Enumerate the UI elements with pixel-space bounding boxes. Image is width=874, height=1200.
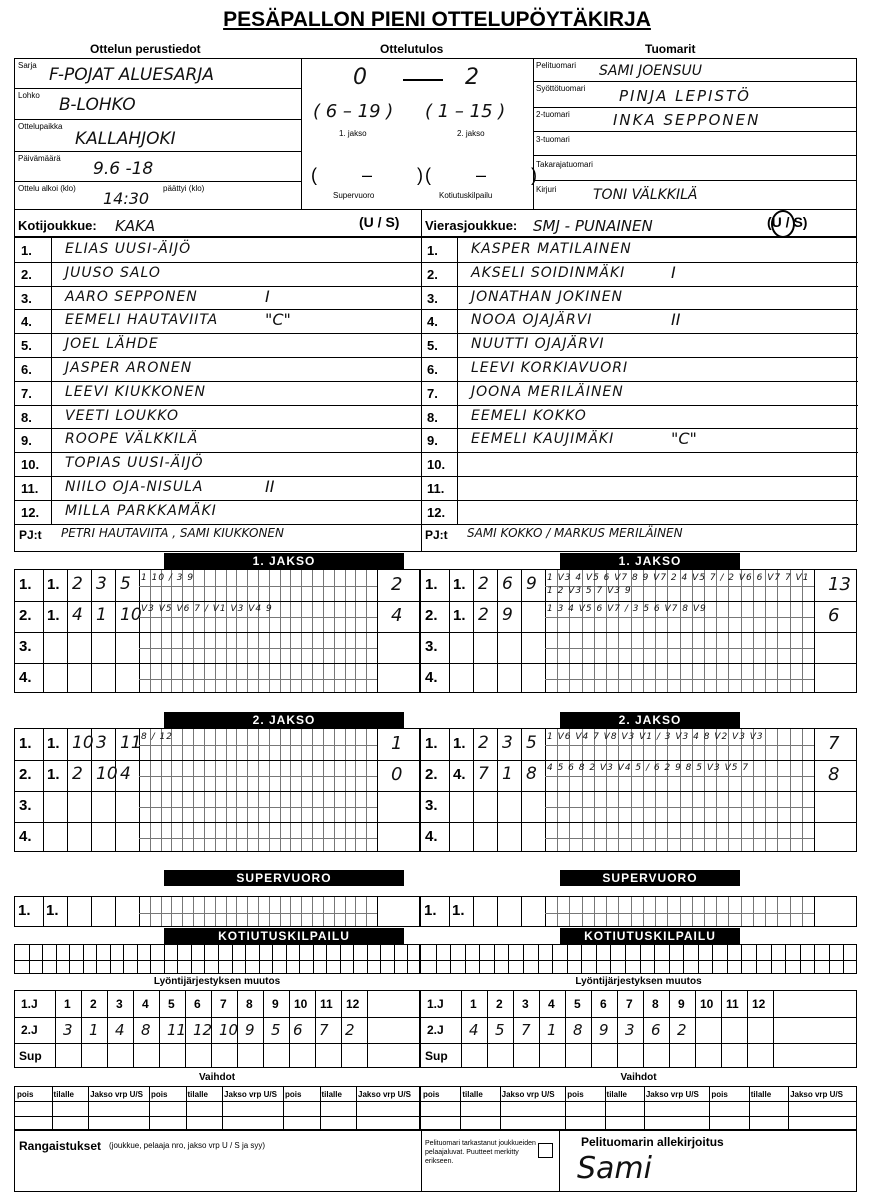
inning-batter[interactable]: 9	[526, 574, 537, 594]
inning-runs-detail[interactable]: 4 5 6 8 2 V3 V4 5 / 6 2 9 8 5 V3 V5 7	[547, 763, 750, 773]
vaihdot-col: Jakso vrp U/S	[358, 1090, 411, 1099]
inning-start: 4.	[453, 766, 466, 783]
vaihdot-col: pois	[423, 1090, 440, 1099]
super-away-start: 1.	[452, 902, 465, 919]
lyonti-row-2j: 2.J	[21, 1023, 38, 1037]
lyonti-number: 4	[142, 997, 149, 1011]
vaihdot-col: pois	[150, 1090, 168, 1099]
score-away: 2	[465, 65, 479, 90]
away-player-name[interactable]: NOOA OJAJÄRVI	[471, 312, 593, 329]
lyonti-value[interactable]: 6	[651, 1021, 661, 1039]
inning-runs-detail[interactable]	[547, 634, 812, 662]
home-vaihdot-title: Vaihdot	[198, 1072, 236, 1083]
kotiutus-grid	[420, 944, 857, 974]
inning-batter[interactable]: 1	[96, 605, 107, 625]
away-player-mark: II	[671, 310, 681, 330]
lyonti-row-1j: 1.J	[427, 997, 444, 1011]
section-basic: Ottelun perustiedot	[90, 42, 201, 56]
away-player-number: 5.	[427, 338, 438, 354]
check-text: Pelituomari tarkastanut joukkueiden pelaajaluvat. Puutteet merkitty erikseen.	[425, 1140, 536, 1165]
lyonti-number: 8	[652, 997, 659, 1011]
inning-number: 1.	[425, 576, 438, 593]
inning-runs-detail[interactable]	[547, 665, 812, 693]
lyonti-value[interactable]: 4	[469, 1021, 479, 1039]
inning-runs-total[interactable]: 0	[391, 764, 403, 785]
super-away-banner: SUPERVUORO	[560, 870, 740, 886]
lyonti-number: 4	[548, 997, 555, 1011]
inning-number: 4.	[425, 828, 438, 845]
check-box[interactable]	[538, 1143, 553, 1158]
away-label: Vierasjoukkue:	[425, 218, 518, 233]
vaihdot-col: tilalle	[187, 1090, 208, 1099]
away-j2-innings-grid	[420, 728, 857, 852]
kotiutus-grid	[14, 944, 420, 974]
away-player-name[interactable]: EEMELI KOKKO	[471, 407, 587, 424]
home-player-name[interactable]: JOEL LÄHDE	[65, 336, 159, 353]
inning-batter[interactable]: 1	[502, 764, 513, 784]
inning-batter[interactable]: 2	[478, 605, 489, 625]
away-us-circle	[771, 210, 795, 238]
jakso2-away-banner: 2. JAKSO	[560, 712, 740, 728]
lyonti-value[interactable]: 5	[271, 1021, 281, 1039]
inning-start: 1.	[453, 576, 466, 593]
lyonti-value[interactable]: 7	[319, 1021, 329, 1039]
lyonti_home-grid	[14, 990, 420, 1068]
vaihdot-col: Jakso vrp U/S	[90, 1090, 143, 1099]
lyonti-value[interactable]: 4	[115, 1021, 125, 1039]
umpire-1-label: Pelituomari	[536, 61, 577, 70]
home-pj-label: PJ:t	[19, 527, 42, 542]
inning-batter[interactable]: 8	[526, 764, 537, 784]
away-player-name[interactable]: KASPER MATILAINEN	[471, 241, 632, 257]
page-title: PESÄPALLON PIENI OTTELUPÖYTÄKIRJA	[223, 8, 651, 31]
inning-runs-detail[interactable]: 1 V3 4 V5 6 V7 8 9 V7 2 4 V5 7 / 2 V6 6 V7 7 V1 1 2 V3 5 7 V3 9	[547, 573, 810, 596]
score-dash	[403, 79, 443, 81]
away-vaihdot-title: Vaihdot	[620, 1072, 657, 1083]
inning-number: 2.	[19, 607, 32, 624]
vaihdot-col: tilalle	[321, 1090, 342, 1099]
away-player-name[interactable]: LEEVI KORKIAVUORI	[471, 360, 629, 376]
home-label: Kotijoukkue:	[18, 218, 97, 233]
inning-start: 1.	[47, 607, 60, 624]
info-box	[14, 58, 857, 210]
lyonti-value[interactable]: 8	[141, 1021, 151, 1039]
inning-start: 1.	[47, 576, 60, 593]
section-umpires: Tuomarit	[645, 42, 696, 56]
inning-runs-detail[interactable]: 1 3 4 V5 6 V7 / 3 5 6 V7 8 V9	[547, 604, 707, 614]
jakso1-result: ( 6 – 19 )	[313, 101, 394, 122]
away-player-number: 2.	[427, 266, 438, 282]
inning-runs-detail[interactable]	[547, 793, 812, 821]
paikka-value[interactable]: KALLAHJOKI	[75, 129, 176, 149]
lyonti-value[interactable]: 12	[193, 1021, 213, 1039]
inning-batter[interactable]: 4	[120, 764, 131, 784]
inning-number: 3.	[19, 638, 32, 655]
lyonti-number: 11	[726, 997, 739, 1011]
away-player-number: 6.	[427, 362, 438, 377]
lyonti-value[interactable]: 3	[625, 1021, 635, 1039]
inning-number: 3.	[425, 638, 438, 655]
away-player-name[interactable]: JONATHAN JOKINEN	[471, 288, 624, 305]
inning-runs-detail[interactable]	[141, 634, 375, 662]
away-player-number: 11.	[427, 481, 445, 496]
inning-batter[interactable]: 7	[478, 764, 489, 784]
lyonti-value[interactable]: 11	[167, 1021, 187, 1039]
home-player-name[interactable]: JASPER ARONEN	[65, 360, 193, 376]
super-label: Supervuoro	[333, 191, 375, 200]
home-player-number: 9.	[21, 433, 32, 449]
inning-number: 2.	[425, 766, 438, 783]
away-player-name[interactable]: JOONA MERILÄINEN	[471, 383, 624, 400]
vaihdot-col: Jakso vrp U/S	[790, 1090, 843, 1099]
inning-batter[interactable]: 10	[96, 764, 118, 784]
vaihdot-col: pois	[711, 1090, 728, 1099]
home-player-number: 10.	[21, 457, 40, 473]
away-player-number: 7.	[427, 385, 438, 401]
inning-runs-total[interactable]: 4	[391, 605, 403, 626]
inning-number: 1.	[19, 735, 32, 752]
lyonti_away-title: Lyöntijärjestyksen muutos	[575, 976, 702, 987]
inning-number: 4.	[425, 669, 438, 686]
score-home: 0	[353, 65, 367, 90]
umpire-6-name[interactable]: TONI VÄLKKILÄ	[593, 187, 698, 203]
umpire-1-name[interactable]: SAMI JOENSUU	[599, 63, 702, 79]
lyonti-row-2j: 2.J	[427, 1023, 444, 1037]
home-player-number: 4.	[21, 314, 32, 330]
inning-batter[interactable]: 5	[120, 574, 131, 594]
inning-batter[interactable]: 6	[502, 574, 513, 594]
inning-batter[interactable]: 3	[96, 733, 107, 753]
inning-runs-detail[interactable]	[141, 824, 375, 852]
away-player-name[interactable]: EEMELI KAUJIMÄKI	[471, 431, 615, 448]
signature-label: Pelituomarin allekirjoitus	[581, 1135, 724, 1149]
vaihdot-col: tilalle	[462, 1090, 483, 1099]
home-player-number: 2.	[21, 266, 32, 282]
inning-number: 1.	[19, 576, 32, 593]
inning-batter[interactable]: 5	[526, 733, 537, 753]
home-player-name[interactable]: JUUSO SALO	[65, 264, 161, 281]
inning-start: 1.	[453, 607, 466, 624]
away-player-number: 12.	[427, 504, 446, 520]
home-player-number: 5.	[21, 338, 32, 354]
inning-runs-detail[interactable]: 8 / 12	[141, 732, 173, 742]
lyonti-value[interactable]: 1	[547, 1021, 557, 1039]
jakso2-home-banner: 2. JAKSO	[164, 712, 404, 728]
paattyi-label: päättyi (klo)	[163, 184, 205, 193]
inning-number: 2.	[425, 607, 438, 624]
lyonti-number: 10	[700, 997, 714, 1011]
inning-runs-detail[interactable]: V3 V5 V6 7 / V1 V3 V4 9	[141, 604, 273, 614]
inning-batter[interactable]: 3	[96, 574, 107, 594]
lyonti-value[interactable]: 6	[293, 1021, 303, 1039]
jakso1-label: 1. jakso	[339, 129, 367, 138]
away-player-number: 8.	[427, 409, 438, 425]
inning-number: 3.	[425, 797, 438, 814]
inning-number: 2.	[19, 766, 32, 783]
home-player-name[interactable]: ROOPE VÄLKKILÄ	[65, 431, 199, 448]
home-player-name[interactable]: MILLA PARKKAMÄKI	[65, 502, 217, 519]
home-player-name[interactable]: TOPIAS UUSI-ÄIJÖ	[65, 455, 204, 472]
home-j2-innings-grid	[14, 728, 420, 852]
lyonti-number: 11	[320, 997, 333, 1011]
inning-runs-detail[interactable]	[141, 793, 375, 821]
super-result: ( – )	[311, 165, 424, 185]
inning-runs-total[interactable]: 2	[391, 574, 403, 595]
lyonti-value[interactable]: 9	[245, 1021, 255, 1039]
inning-runs-total[interactable]: 6	[828, 605, 840, 626]
away-player-number: 4.	[427, 314, 438, 330]
inning-batter[interactable]: 10	[120, 605, 142, 625]
inning-number: 4.	[19, 669, 32, 686]
inning-runs-detail[interactable]: 1 10 / 3 9	[141, 573, 195, 583]
inning-runs-total[interactable]: 8	[828, 764, 840, 785]
lyonti-number: 12	[752, 997, 766, 1011]
signature[interactable]: Sami	[577, 1151, 652, 1186]
away-player-name[interactable]: NUUTTI OJAJÄRVI	[471, 336, 605, 353]
pvm-value[interactable]: 9.6 -18	[93, 159, 154, 179]
away-player-number: 10.	[427, 457, 446, 473]
home-player-name[interactable]: AARO SEPPONEN	[65, 288, 198, 305]
jakso1-away-banner: 1. JAKSO	[560, 553, 740, 569]
umpire-2-name[interactable]: PINJA LEPISTÖ	[619, 87, 751, 105]
inning-batter[interactable]: 2	[72, 574, 83, 594]
away-super-innings-grid	[420, 896, 857, 927]
home-player-mark: "C"	[265, 310, 291, 330]
lyonti-number: 12	[346, 997, 360, 1011]
inning-runs-total[interactable]: 1	[391, 733, 403, 754]
away-us: (U / S)	[767, 214, 808, 230]
lyonti-number: 6	[194, 997, 201, 1011]
vaihdot-col: Jakso vrp U/S	[224, 1090, 277, 1099]
kotiutus-result: ( – )	[425, 165, 538, 185]
inning-number: 4.	[19, 828, 32, 845]
lyonti-number: 6	[600, 997, 607, 1011]
vaihdot-col: pois	[284, 1090, 302, 1099]
away-j1-innings-grid	[420, 569, 857, 693]
home-player-name[interactable]: VEETI LOUKKO	[65, 407, 180, 424]
lyonti-number: 9	[678, 997, 685, 1011]
vaihdot-col: Jakso vrp U/S	[501, 1090, 555, 1099]
jakso2-result: ( 1 – 15 )	[425, 101, 506, 122]
lyonti-number: 3	[522, 997, 529, 1011]
lyonti-number: 1	[470, 997, 477, 1011]
inning-batter[interactable]: 2	[72, 764, 83, 784]
lyonti-row-sup: Sup	[19, 1049, 42, 1063]
lyonti_home-title: Lyöntijärjestyksen muutos	[153, 976, 281, 987]
home-vaihdot-grid	[14, 1086, 420, 1130]
sarja-label: Sarja	[18, 61, 37, 70]
inning-batter[interactable]: 10	[72, 733, 94, 753]
away-player-mark: I	[671, 262, 676, 282]
home-player-number: 12.	[21, 504, 40, 520]
inning-start: 1.	[47, 766, 60, 783]
paikka-label: Ottelupaikka	[18, 122, 63, 131]
inning-start: 1.	[453, 735, 466, 752]
vaihdot-col: pois	[567, 1090, 584, 1099]
home-player-mark: II	[265, 477, 275, 496]
alkoi-label: Ottelu alkoi (klo)	[18, 184, 76, 193]
lyonti-number: 9	[272, 997, 279, 1011]
kotiutus-label: Kotiutuskilpailu	[439, 191, 493, 200]
umpire-3-name[interactable]: INKA SEPPONEN	[613, 111, 761, 129]
inning-batter[interactable]: 3	[502, 733, 513, 753]
lyonti-number: 2	[496, 997, 503, 1011]
home-team[interactable]: KAKA	[115, 217, 156, 235]
home-player-name[interactable]: EEMELI HAUTAVIITA	[65, 312, 219, 329]
section-result: Ottelutulos	[380, 42, 444, 56]
lyonti-value[interactable]: 10	[219, 1021, 239, 1039]
inning-batter[interactable]: 2	[478, 733, 489, 753]
teams-box	[14, 210, 857, 552]
lyonti-number: 8	[246, 997, 253, 1011]
inning-runs-total[interactable]: 13	[828, 574, 851, 595]
home-j1-innings-grid	[14, 569, 420, 693]
lohko-label: Lohko	[18, 91, 40, 100]
vaihdot-col: tilalle	[606, 1090, 627, 1099]
umpire-5-label: Takarajatuomari	[536, 160, 593, 169]
away-pj-label: PJ:t	[425, 527, 448, 542]
alkoi-value[interactable]: 14:30	[103, 189, 150, 208]
lyonti-value[interactable]: 9	[599, 1021, 609, 1039]
home-player-number: 8.	[21, 409, 32, 425]
away-vaihdot-grid	[420, 1086, 857, 1130]
inning-batter[interactable]: 2	[478, 574, 489, 594]
kotiutus-away-banner: KOTIUTUSKILPAILU	[560, 928, 740, 944]
lyonti-number: 2	[90, 997, 97, 1011]
lyonti-number: 10	[294, 997, 308, 1011]
lyonti-row-sup: Sup	[425, 1049, 448, 1063]
pvm-label: Päivämäärä	[18, 154, 61, 163]
lyonti-value[interactable]: 8	[573, 1021, 583, 1039]
super-home-start: 1.	[46, 902, 59, 919]
super-home-banner: SUPERVUORO	[164, 870, 404, 886]
lyonti-value[interactable]: 2	[345, 1021, 355, 1039]
vaihdot-col: tilalle	[53, 1090, 74, 1099]
umpire-2-label: Syöttötuomari	[536, 84, 586, 93]
inning-runs-detail[interactable]	[547, 824, 812, 852]
kotiutus-home-banner: KOTIUTUSKILPAILU	[164, 928, 404, 944]
super-away-number: 1.	[424, 902, 437, 919]
lyonti-row-1j: 1.J	[21, 997, 38, 1011]
inning-runs-detail[interactable]: 1 V6 V4 7 V8 V3 V1 / 3 V3 4 8 V2 V3 V3	[547, 732, 764, 742]
home-player-name[interactable]: ELIAS UUSI-ÄIJÖ	[65, 241, 192, 257]
lyonti-number: 5	[168, 997, 175, 1011]
home-super-innings-grid	[14, 896, 420, 927]
lyonti-value[interactable]: 1	[89, 1021, 99, 1039]
vaihdot-col: Jakso vrp U/S	[645, 1090, 699, 1099]
lyonti-value[interactable]: 2	[677, 1021, 687, 1039]
lyonti-value[interactable]: 7	[521, 1021, 531, 1039]
lohko-value[interactable]: B-LOHKO	[59, 95, 136, 115]
home-player-number: 11.	[21, 481, 39, 496]
away-player-name[interactable]: AKSELI SOIDINMÄKI	[471, 264, 626, 281]
lyonti-value[interactable]: 5	[495, 1021, 505, 1039]
umpire-4-label: 3-tuomari	[536, 135, 570, 144]
lyonti-value[interactable]: 3	[63, 1021, 73, 1039]
vaihdot-col: pois	[17, 1090, 34, 1099]
lyonti_away-grid	[420, 990, 857, 1068]
lyonti-number: 7	[220, 997, 227, 1011]
umpire-6-label: Kirjuri	[536, 185, 557, 194]
sarja-value[interactable]: F-POJAT ALUESARJA	[49, 65, 214, 85]
home-player-number: 6.	[21, 362, 32, 377]
jakso2-label: 2. jakso	[457, 129, 485, 138]
away-player-mark: "C"	[671, 429, 697, 449]
home-player-name[interactable]: LEEVI KIUKKONEN	[65, 383, 206, 400]
away-player-number: 1.	[427, 243, 438, 258]
home-player-number: 7.	[21, 385, 32, 401]
inning-runs-detail[interactable]	[141, 665, 375, 693]
home-pj[interactable]: PETRI HAUTAVIITA , SAMI KIUKKONEN	[61, 525, 284, 540]
vaihdot-col: tilalle	[750, 1090, 772, 1099]
umpire-3-label: 2-tuomari	[536, 110, 570, 119]
super-home-number: 1.	[18, 902, 31, 919]
bottom-box	[14, 1130, 857, 1192]
home-player-mark: I	[265, 286, 270, 306]
inning-batter[interactable]: 4	[72, 605, 83, 625]
away-player-number: 3.	[427, 290, 438, 306]
rangaistukset-note: (joukkue, pelaaja nro, jakso vrp U / S ja syy)	[109, 1141, 266, 1150]
home-us: (U / S)	[359, 214, 400, 230]
inning-start: 1.	[47, 735, 60, 752]
inning-batter[interactable]: 11	[120, 733, 142, 753]
away-pj[interactable]: SAMI KOKKO / MARKUS MERILÄINEN	[467, 525, 683, 540]
inning-number: 3.	[19, 797, 32, 814]
lyonti-number: 5	[574, 997, 581, 1011]
rangaistukset-label: Rangaistukset	[19, 1139, 102, 1153]
home-player-number: 3.	[21, 290, 32, 306]
lyonti-number: 3	[116, 997, 123, 1011]
home-player-name[interactable]: NIILO OJA-NISULA	[65, 479, 204, 495]
away-team[interactable]: SMJ - PUNAINEN	[533, 217, 653, 235]
lyonti-number: 1	[64, 997, 71, 1011]
inning-number: 1.	[425, 735, 438, 752]
lyonti-number: 7	[626, 997, 633, 1011]
away-player-number: 9.	[427, 433, 438, 449]
inning-runs-detail[interactable]	[141, 762, 375, 790]
jakso1-home-banner: 1. JAKSO	[164, 553, 404, 569]
home-player-number: 1.	[21, 243, 32, 258]
inning-batter[interactable]: 9	[502, 605, 513, 625]
inning-runs-total[interactable]: 7	[828, 733, 840, 754]
